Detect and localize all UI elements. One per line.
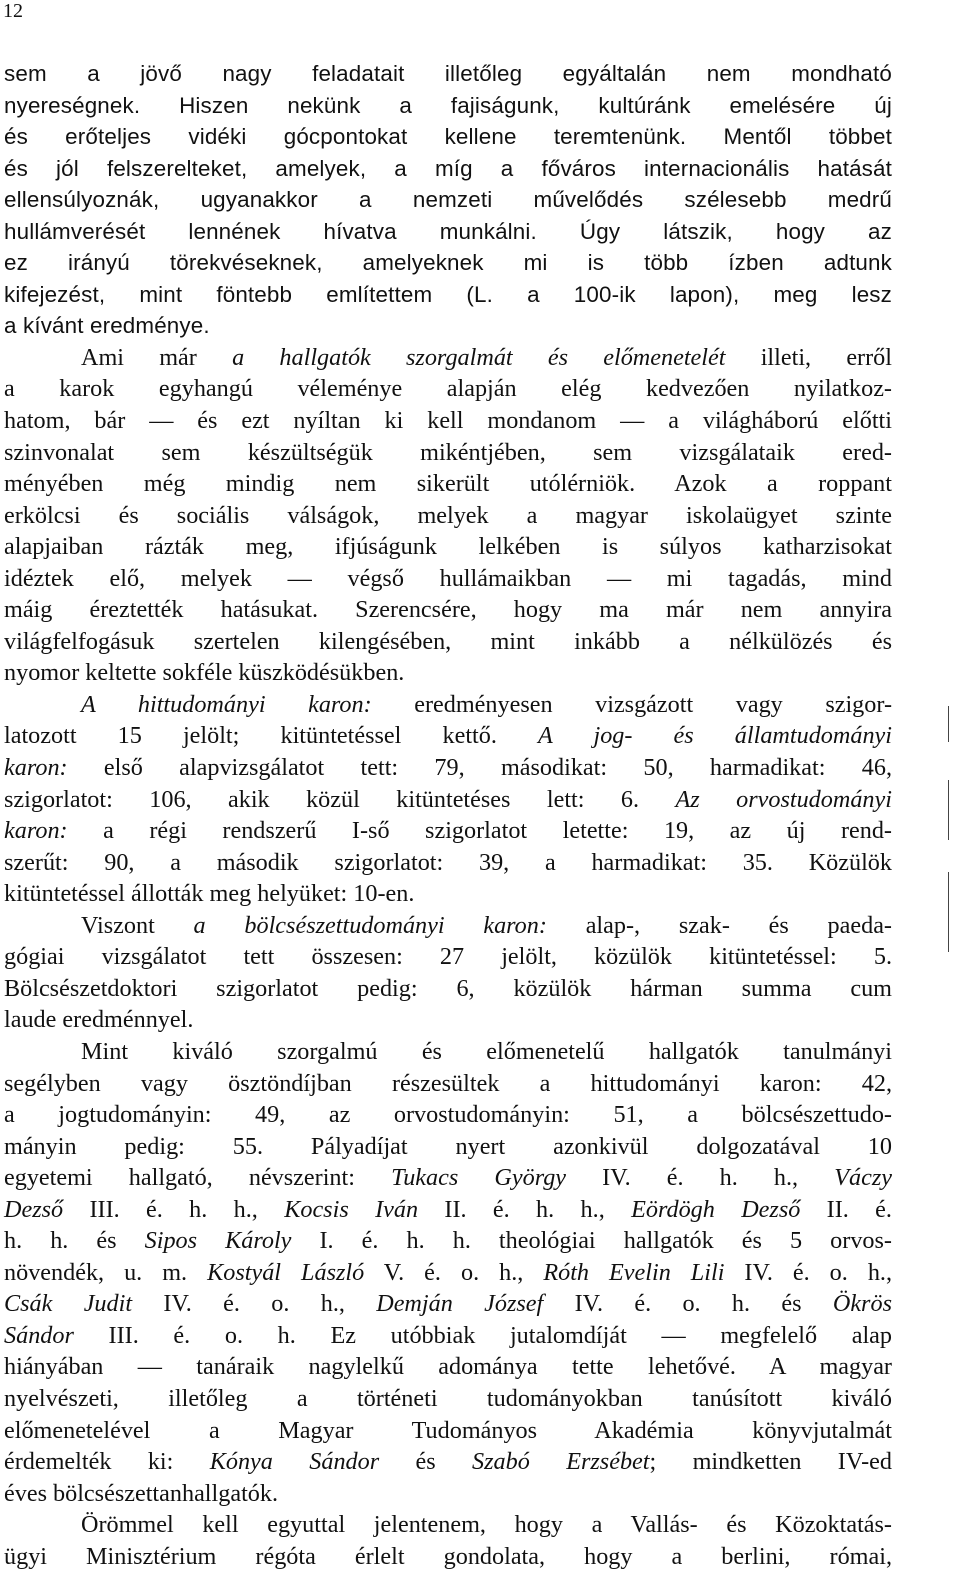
text-line: érdemelték ki: Kónya Sándor és Szabó Erzsébet; mindketten IV-ed: [4, 1448, 892, 1476]
text-line: idéztek elő, melyek — végső hullámaikban — mi tagadás, mind: [4, 564, 892, 592]
text-line: A hittudományi karon: eredményesen vizsgázott vagy szigor-: [81, 690, 892, 718]
text-line: szerűt: 90, a második szigorlatot: 39, a harmadikat: 35. Közülök: [4, 848, 892, 876]
text-line: a jogtudományin: 49, az orvostudományin: 51, a bölcsészettudo-: [4, 1101, 892, 1129]
text-line: gógiai vizsgálatot tett összesen: 27 jelölt, közülök kitüntetéssel: 5.: [4, 943, 892, 971]
italic-emphasis: karon:: [4, 817, 68, 845]
italic-emphasis: Váczy: [834, 1164, 892, 1192]
text-line: ügyi Minisztérium régóta érlelt gondolata, hogy a berlini, római,: [4, 1542, 892, 1570]
scan-edge-line: [948, 706, 949, 742]
body-text: [4, 58, 892, 1572]
text-line: h. h. és Sipos Károly I. é. h. h. theológiai hallgatók és 5 orvos-: [4, 1227, 892, 1255]
italic-emphasis: Szabó Erzsébet: [472, 1448, 650, 1476]
text-line: segélyben vagy ösztöndíjban részesültek a hittudományi karon: 42,: [4, 1069, 892, 1097]
text-line: hullámverését lennének hívatva munkálni. Úgy látszik, hogy az: [4, 218, 892, 244]
text-line: és jól felszerelteket, amelyek, a míg a főváros internacionális hatását: [4, 155, 892, 181]
italic-emphasis: Az orvostudományi: [675, 785, 892, 813]
opening-paragraph: [4, 58, 892, 342]
text-line: növendék, u. m. Kostyál László V. é. o. h., Róth Evelin Lili IV. é. o. h.,: [4, 1258, 893, 1286]
text-line: máig éreztették hatásukat. Szerencsére, hogy ma már nem annyira: [4, 596, 892, 624]
text-line: Sándor III. é. o. h. Ez utóbbiak jutalomdíját — megfelelő alap: [4, 1321, 892, 1349]
italic-emphasis: A jog- és államtudományi: [538, 722, 893, 750]
italic-emphasis: Tukacs György: [391, 1164, 567, 1192]
text-line: alapjaiban rázták meg, ifjúságunk lelkében is súlyos katharzisokat: [4, 533, 892, 561]
text-line: előmenetelével a Magyar Tudományos Akadémia könyvjutalmát: [4, 1416, 892, 1444]
italic-emphasis: a bölcsészettudományi karon:: [193, 911, 547, 939]
text-line: Dezső III. é. h. h., Kocsis Iván II. é. h. h., Eördögh Dezső II. é.: [4, 1195, 892, 1223]
italic-emphasis: karon:: [4, 754, 68, 782]
text-line: ményében még mindig nem sikerült utólérniök. Azok a roppant: [4, 470, 892, 498]
text-line: nyelvészeti, illetőleg a történeti tudományokban tanúsított kiváló: [4, 1384, 892, 1412]
text-line: karon: első alapvizsgálatot tett: 79, másodikat: 50, harmadikat: 46,: [4, 754, 892, 782]
text-line: éves bölcsészettanhallgatók.: [4, 1479, 279, 1507]
text-line: szinvonalat sem készültségük mikéntjében, sem vizsgálataik ered-: [4, 438, 892, 466]
italic-emphasis: Sándor: [4, 1321, 74, 1349]
text-line: hatom, bár — és ezt nyíltan ki kell mondanom — a világháború előtti: [4, 407, 892, 435]
text-line: sem a jövő nagy feladatait illetőleg egyáltalán nem mondható: [4, 61, 892, 86]
text-line: Ami már a hallgatók szorgalmát és előmenetelét illeti, erről: [81, 343, 892, 371]
italic-emphasis: Ökrös: [832, 1290, 892, 1318]
text-line: laude eredménnyel.: [4, 1006, 194, 1034]
text-line: latozott 15 jelölt; kitüntetéssel kettő. A jog- és államtudományi: [4, 722, 893, 750]
text-line: Mint kiváló szorgalmú és előmenetelű hallgatók tanulmányi: [81, 1037, 892, 1065]
text-line: ellensúlyoznák, ugyanakkor a nemzeti művelődés szélesebb medrű: [4, 187, 892, 213]
text-line: Örömmel kell egyuttal jelentenem, hogy a Vallás- és Közoktatás-: [81, 1511, 892, 1539]
text-line: és erőteljes vidéki gócpontokat kellene teremtenünk. Mentől többet: [4, 124, 892, 150]
italic-emphasis: Csák Judit: [4, 1290, 133, 1318]
italic-emphasis: Eördögh Dezső: [631, 1195, 801, 1223]
italic-emphasis: Demján József: [376, 1290, 544, 1318]
text-line: nyereségnek. Hiszen nekünk a fajiságunk, kultúránk emelésére új: [4, 92, 892, 118]
text-line: szigorlatot: 106, akik közül kitüntetéses lett: 6. Az orvostudományi: [4, 785, 892, 813]
scan-edge-line: [948, 780, 949, 840]
italic-emphasis: Kocsis Iván: [284, 1195, 419, 1223]
text-line: erkölcsi és sociális válságok, melyek a magyar iskolaügyet szinte: [4, 501, 892, 529]
italic-emphasis: Sipos Károly: [144, 1227, 292, 1255]
text-line: a kívánt eredménye.: [4, 313, 210, 339]
text-line: hiányában — tanáraik nagylelkű adománya tette lehetővé. A magyar: [4, 1353, 892, 1381]
italic-emphasis: a hallgatók szorgalmát és előmenetelét: [232, 343, 726, 371]
text-line: kitüntetéssel állották meg helyüket: 10-en.: [4, 880, 415, 908]
text-line: Viszont a bölcsészettudományi karon: alap-, szak- és paeda-: [81, 911, 892, 939]
text-line: Csák Judit IV. é. o. h., Demján József IV. é. o. h. és Ökrös: [4, 1290, 892, 1318]
text-line: mányin pedig: 55. Pályadíjat nyert azonkivül dolgozatával 10: [4, 1132, 892, 1160]
text-line: a karok egyhangú véleménye alapján elég kedvezően nyilatkoz-: [4, 375, 892, 403]
italic-emphasis: Róth Evelin Lili: [543, 1258, 725, 1286]
text-line: Bölcsészetdoktori szigorlatot pedig: 6, közülök hárman summa cum: [4, 974, 892, 1002]
scan-edge-line: [948, 872, 949, 952]
italic-emphasis: A hittudományi karon:: [81, 690, 372, 718]
text-line: ez irányú törekvéseknek, amelyeknek mi is több ízben adtunk: [4, 250, 892, 276]
text-line: egyetemi hallgató, névszerint: Tukacs György IV. é. h. h., Váczy: [4, 1164, 892, 1192]
italic-emphasis: Kónya Sándor: [209, 1448, 380, 1476]
page-number: 12: [3, 0, 23, 22]
text-line: nyomor keltette sokféle küszködésükben.: [4, 659, 405, 687]
main-paragraphs: [4, 342, 892, 1572]
italic-emphasis: Dezső: [4, 1195, 64, 1223]
text-line: karon: a régi rendszerű I-ső szigorlatot letette: 19, az új rend-: [4, 817, 892, 845]
italic-emphasis: Kostyál László: [207, 1258, 365, 1286]
text-line: kifejezést, mint föntebb említettem (L. a 100-ik lapon), meg lesz: [4, 281, 892, 307]
text-line: világfelfogásuk szertelen kilengésében, mint inkább a nélkülözés és: [4, 627, 892, 655]
